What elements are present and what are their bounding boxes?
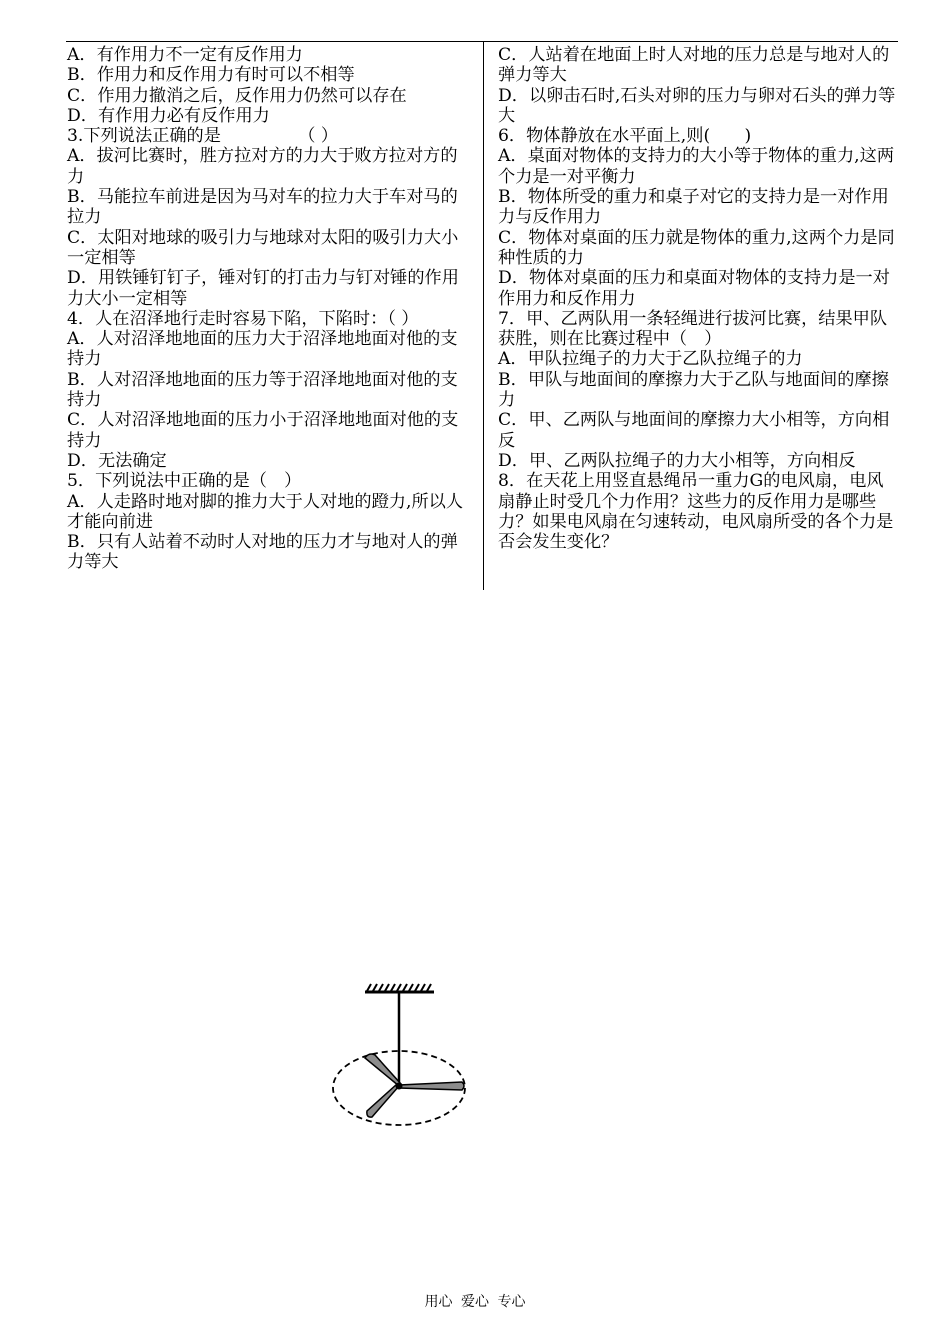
q7-option-d: D．甲、乙两队拉绳子的力大小相等，方向相反 (498, 450, 856, 471)
ceiling-hatching (367, 984, 431, 991)
page-footer: 用心 爱心 专心 (424, 1294, 526, 1310)
q5-option-c: C．人站着在地面上时人对地的压力总是与地对人的弹力等大 (498, 45, 890, 86)
q5-option-a: A．人走路时地对脚的推力大于人对地的蹬力,所以人才能向前进 (67, 491, 464, 532)
q4-option-c: C．人对沼泽地地面的压力小于沼泽地地面对他的支持力 (67, 410, 459, 451)
q6-option-b: B．物体所受的重力和桌子对它的支持力是一对作用力与反作用力 (498, 187, 889, 228)
q3-option-b: B．马能拉车前进是因为马对车的拉力大于车对马的拉力 (67, 187, 458, 228)
q4-stem: 4．人在沼泽地行走时容易下陷，下陷时：（ ） (67, 308, 419, 329)
q2-option-b: B．作用力和反作用力有时可以不相等 (67, 65, 355, 86)
q7-stem: 7．甲、乙两队用一条轻绳进行拔河比赛，结果甲队获胜，则在比赛过程中（ ） (498, 308, 888, 350)
fan-blades (365, 1054, 464, 1117)
q4-option-d: D．无法确定 (67, 450, 167, 471)
ceiling-fan-diagram (325, 980, 475, 1130)
column-divider (483, 42, 484, 590)
right-column (498, 45, 900, 552)
fan-blade-lower-left (367, 1084, 399, 1117)
q7-option-c: C．甲、乙两队与地面间的摩擦力大小相等，方向相反 (498, 410, 890, 451)
q6-option-a: A．桌面对物体的支持力的大小等于物体的重力,这两个力是一对平衡力 (498, 146, 895, 187)
q3-option-d: D．用铁锤钉钉子，锤对钉的打击力与钉对锤的作用力大小一定相等 (67, 268, 459, 309)
q3-option-c: C．太阳对地球的吸引力与地球对太阳的吸引力大小一定相等 (67, 227, 459, 268)
q2-option-a: A．有作用力不一定有反作用力 (67, 45, 303, 65)
q8-stem: 8．在天花上用竖直悬绳吊一重力G的电风扇，电风扇静止时受几个力作用？这些力的反作用力是哪些力？如果电风扇在匀速转动，电风扇所受的各个力是否会发生变化？ (498, 471, 894, 553)
q5-option-d: D．以卵击石时,石头对卵的压力与卵对石头的弹力等大 (498, 85, 896, 126)
q2-option-c: C．作用力撤消之后，反作用力仍然可以存在 (67, 85, 407, 106)
q5-option-b: B．只有人站着不动时人对地的压力才与地对人的弹力等大 (67, 532, 458, 573)
q7-option-b: B．甲队与地面间的摩擦力大于乙队与地面间的摩擦力 (498, 369, 889, 411)
q4-option-a: A．人对沼泽地地面的压力大于沼泽地地面对他的支持力 (67, 329, 458, 370)
q6-stem: 6．物体静放在水平面上,则( ) (498, 126, 752, 147)
q6-option-c: C．物体对桌面的压力就是物体的重力,这两个力是同种性质的力 (498, 227, 895, 268)
q7-option-a: A．甲队拉绳子的力大于乙队拉绳子的力 (498, 349, 803, 370)
q3-stem: 3.下列说法正确的是 （ ） (67, 126, 339, 147)
left-column (67, 45, 469, 573)
top-rule (66, 41, 898, 42)
q3-option-a: A．拔河比赛时，胜方拉对方的力大于败方拉对方的力 (67, 146, 458, 187)
fan-blade-right (399, 1082, 464, 1090)
q5-stem: 5．下列说法中正确的是（ ） (67, 471, 302, 492)
q4-option-b: B．人对沼泽地地面的压力等于沼泽地地面对他的支持力 (67, 369, 458, 411)
fan-hub (396, 1083, 403, 1090)
ceiling-fan-icon (325, 980, 475, 1130)
q6-option-d: D．物体对桌面的压力和桌面对物体的支持力是一对作用力和反作用力 (498, 268, 890, 309)
q2-option-d: D．有作用力必有反作用力 (67, 105, 270, 126)
fan-blade-upper-left (365, 1054, 401, 1086)
